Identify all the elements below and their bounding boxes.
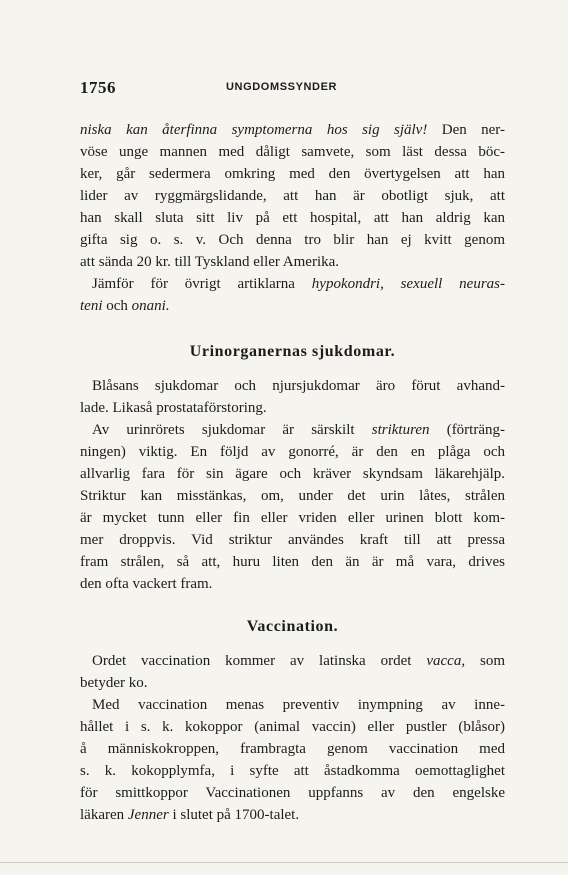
- text-fragment: läkaren: [80, 807, 128, 823]
- text-line: gifta sig o. s. v. Och denna tro blir han ej kvitt genom: [80, 232, 505, 248]
- text-fragment: som: [465, 653, 505, 669]
- text-line: lider av ryggmärgslidande, att han är obotligt sjuk, att: [80, 188, 505, 204]
- text-line: att sända 20 kr. till Tyskland eller Amerika.: [80, 254, 340, 270]
- text-line: Striktur kan misstänkas, om, under det urin låtes, strålen: [80, 488, 505, 504]
- text-line: Blåsans sjukdomar och njursjukdomar äro förut avhand-: [92, 378, 505, 394]
- text-line: lade. Likaså prostataförstoring.: [80, 400, 267, 416]
- text-line: [80, 804, 505, 826]
- text-fragment: i slutet på 1700-talet.: [168, 807, 300, 823]
- text-fragment: Ordet vaccination kommer av latinska ordet: [92, 653, 427, 669]
- italic-term: teni: [80, 298, 103, 314]
- text-fragment: och: [102, 298, 132, 314]
- text-line: å människokroppen, frambragta genom vaccination med: [80, 741, 505, 757]
- text-line: allvarlig fara för sin ägare och kräver skyndsam läkarehjälp.: [80, 466, 505, 482]
- text-line: mer droppvis. Vid striktur användes kraft till att pressa: [80, 532, 505, 548]
- italic-phrase: niska kan återfinna symptomerna hos sig själv!: [80, 122, 428, 138]
- bottom-edge-rule: [0, 862, 568, 863]
- text-line: för smittkoppor Vaccinationen uppfanns av den engelske: [80, 785, 505, 801]
- italic-term: strikturen: [371, 422, 430, 438]
- text-line: vöse unge mannen med dåligt samvete, som läst dessa böc-: [80, 144, 505, 160]
- italic-term: hypokondri, sexuell neuras-: [311, 276, 505, 292]
- text-line: [80, 650, 505, 672]
- text-line: Med vaccination menas preventiv inympning av inne-: [92, 697, 505, 713]
- text-line: betyder ko.: [80, 675, 148, 691]
- text-fragment: Jämför för övrigt artiklarna: [92, 276, 312, 292]
- text-line: ningen) viktig. En följd av gonorré, är den en plåga och: [80, 444, 505, 460]
- section-heading-urinorganernas: Urinorganernas sjukdomar.: [189, 343, 396, 360]
- text-line: [80, 273, 505, 295]
- text-line: ker, går sedermera omkring med den övertygelsen att han: [80, 166, 505, 182]
- section-heading-vaccination: Vaccination.: [246, 618, 339, 635]
- running-head: UNGDOMSSYNDER: [226, 81, 338, 93]
- text-line: den ofta vackert fram.: [80, 576, 213, 592]
- page-header: [80, 78, 505, 98]
- text-line: fram strålen, så att, huru liten den än är må vara, drives: [80, 554, 505, 570]
- text-line: han skall sluta sitt liv på ett hospital, att han aldrig kan: [80, 210, 505, 226]
- text-line: hållet i s. k. kokoppor (animal vaccin) eller pustler (blåsor): [80, 719, 505, 735]
- text-fragment: Den ner-: [427, 122, 506, 138]
- text-fragment: (förträng-: [429, 422, 505, 438]
- text-line: [80, 119, 505, 141]
- text-line: [80, 295, 505, 317]
- italic-term: onani.: [131, 298, 170, 314]
- text-line: s. k. kokopplymfa, i syfte att åstadkomma oemottaglighet: [80, 763, 505, 779]
- text-fragment: Av urinrörets sjukdomar är särskilt: [92, 422, 372, 438]
- italic-term: vacca,: [426, 653, 466, 669]
- italic-name: Jenner: [127, 807, 169, 823]
- text-line: är mycket tunn eller fin eller vriden eller urinen blott kom-: [80, 510, 505, 526]
- text-line: [80, 419, 505, 441]
- page-number: 1756: [80, 78, 116, 97]
